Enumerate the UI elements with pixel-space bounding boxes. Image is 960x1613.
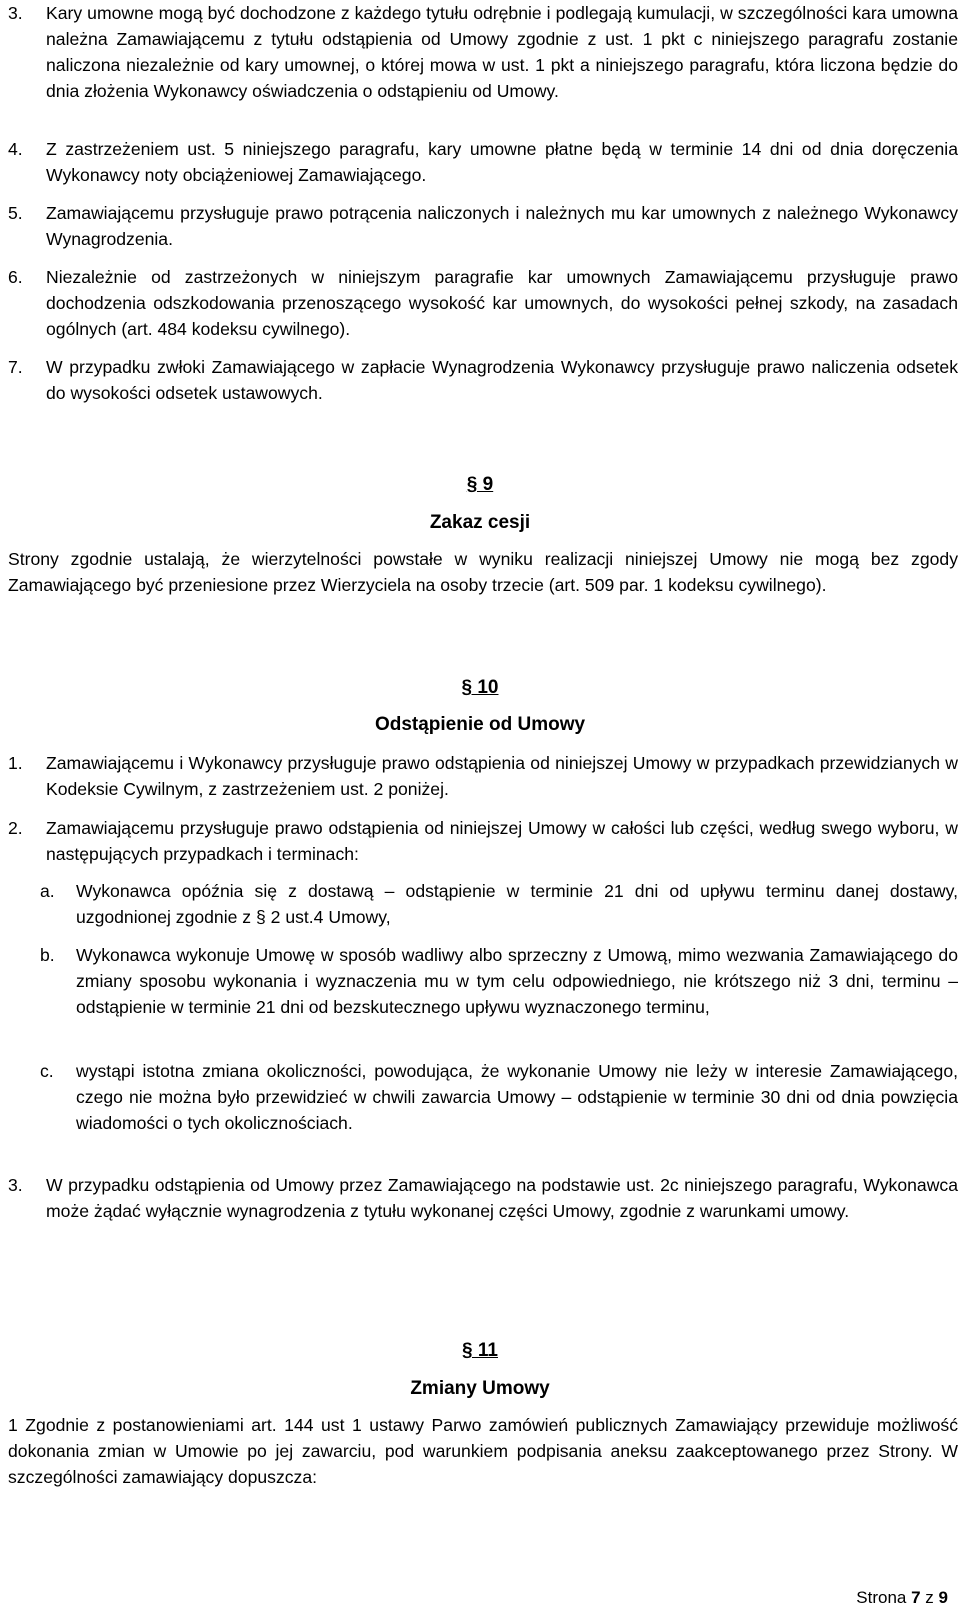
item-text: Kary umowne mogą być dochodzone z każdego tytułu odrębnie i podlegają kumulacji, w szczególności kara umowna należna Zamawiającemu z tytułu odstąpienia od Umowy zgodnie z ust. 1 pkt c niniejszego paragrafu zostanie naliczona niezależnie od kary umownej, o której mowa w ust. 1 pkt a niniejszego paragrafu, która liczona będzie do dnia złożenia Wykonawcy oświadczenia o odstąpieniu od Umowy.	[46, 3, 958, 101]
section-10-title: Odstąpienie od Umowy	[374, 714, 586, 735]
sub-item-letter: b.	[40, 945, 55, 965]
list-item	[8, 0, 958, 104]
section-9-number: § 9	[466, 474, 494, 495]
sub-item-text: Wykonawca wykonuje Umowę w sposób wadliwy albo sprzeczny z Umową, mimo wezwania Zamawiającego do zmiany sposobu wykonania i wyznaczenia mu w tym celu odpowiedniego, nie krótszego niż 3 dni, terminu – odstąpienie w terminie 21 dni od bezskutecznego upływu wyznaczonego terminu,	[76, 945, 958, 1017]
sub-item-letter: c.	[40, 1061, 54, 1081]
list-item	[8, 750, 958, 802]
item-number: 3.	[8, 1175, 23, 1195]
footer-prefix: Strona	[856, 1588, 907, 1607]
list-item	[8, 815, 958, 867]
list-item	[8, 354, 958, 406]
item-number: 2.	[8, 818, 23, 838]
item-number: 4.	[8, 139, 23, 159]
item-number: 3.	[8, 3, 23, 23]
section-9-title: Zakaz cesji	[429, 512, 531, 533]
item-number: 6.	[8, 267, 23, 287]
sub-item-text: wystąpi istotna zmiana okoliczności, powodująca, że wykonanie Umowy nie leży w interesie Zamawiającego, czego nie można było przewidzieć w chwili zawarcia Umowy – odstąpienie w terminie 30 dni od dnia powzięcia wiadomości o tych okolicznościach.	[76, 1061, 958, 1133]
item-number: 5.	[8, 203, 23, 223]
list-item	[8, 1172, 958, 1224]
list-item	[8, 136, 958, 188]
item-text: Zamawiającemu i Wykonawcy przysługuje prawo odstąpienia od niniejszej Umowy w przypadkach przewidzianych w Kodeksie Cywilnym, z zastrzeżeniem ust. 2 poniżej.	[46, 753, 958, 799]
section-11-number: § 11	[462, 1340, 498, 1361]
list-item	[8, 200, 958, 252]
section-9-text: Strony zgodnie ustalają, że wierzytelności powstałe w wyniku realizacji niniejszej Umowy nie mogą bez zgody Zamawiającego być przeniesione przez Wierzyciela na osoby trzecie (art. 509 par. 1 kodeksu cywilnego).	[8, 549, 958, 595]
item-text: W przypadku odstąpienia od Umowy przez Zamawiającego na podstawie ust. 2c niniejszego paragrafu, Wykonawca może żądać wyłącznie wynagrodzenia z tytułu wykonanej części Umowy, zgodnie z warunkami umowy.	[46, 1175, 958, 1221]
section-10-number: § 10	[461, 677, 499, 698]
footer-sep: z	[925, 1588, 934, 1607]
sub-list-item	[40, 1058, 958, 1136]
item-text: W przypadku zwłoki Zamawiającego w zapłacie Wynagrodzenia Wykonawcy przysługuje prawo naliczenia odsetek do wysokości odsetek ustawowych.	[46, 357, 958, 403]
sub-list-item	[40, 878, 958, 930]
sub-list-item	[40, 942, 958, 1020]
item-text: Niezależnie od zastrzeżonych w niniejszym paragrafie kar umownych Zamawiającemu przysługuje prawo dochodzenia odszkodowania przenoszącego wysokość kar umownych, do wysokości pełnej szkody, na zasadach ogólnych (art. 484 kodeksu cywilnego).	[46, 267, 958, 339]
sub-item-letter: a.	[40, 881, 55, 901]
page-current: 7	[911, 1588, 921, 1607]
section-11-title: Zmiany Umowy	[410, 1378, 550, 1399]
page-footer	[856, 1588, 948, 1608]
page-total: 9	[938, 1588, 948, 1607]
item-text: Zamawiającemu przysługuje prawo potrącenia naliczonych i należnych mu kar umownych z należnego Wykonawcy Wynagrodzenia.	[46, 203, 958, 249]
item-text: Z zastrzeżeniem ust. 5 niniejszego paragrafu, kary umowne płatne będą w terminie 14 dni od dnia doręczenia Wykonawcy noty obciążeniowej Zamawiającego.	[46, 139, 958, 185]
list-item	[8, 264, 958, 342]
item-number: 7.	[8, 357, 23, 377]
sub-item-text: Wykonawca opóźnia się z dostawą – odstąpienie w terminie 21 dni od upływu terminu danej dostawy, uzgodnionej zgodnie z § 2 ust.4 Umowy,	[76, 881, 958, 927]
item-number: 1.	[8, 753, 23, 773]
item-text: Zamawiającemu przysługuje prawo odstąpienia od niniejszej Umowy w całości lub części, według swego wyboru, w następujących przypadkach i terminach:	[46, 818, 958, 864]
section-11-text: 1 Zgodnie z postanowieniami art. 144 ust 1 ustawy Parwo zamówień publicznych Zamawiający przewiduje możliwość dokonania zmian w Umowie po jej zawarciu, pod warunkiem podpisania aneksu zaakceptowanego przez Strony. W szczególności zamawiający dopuszcza:	[8, 1415, 958, 1487]
